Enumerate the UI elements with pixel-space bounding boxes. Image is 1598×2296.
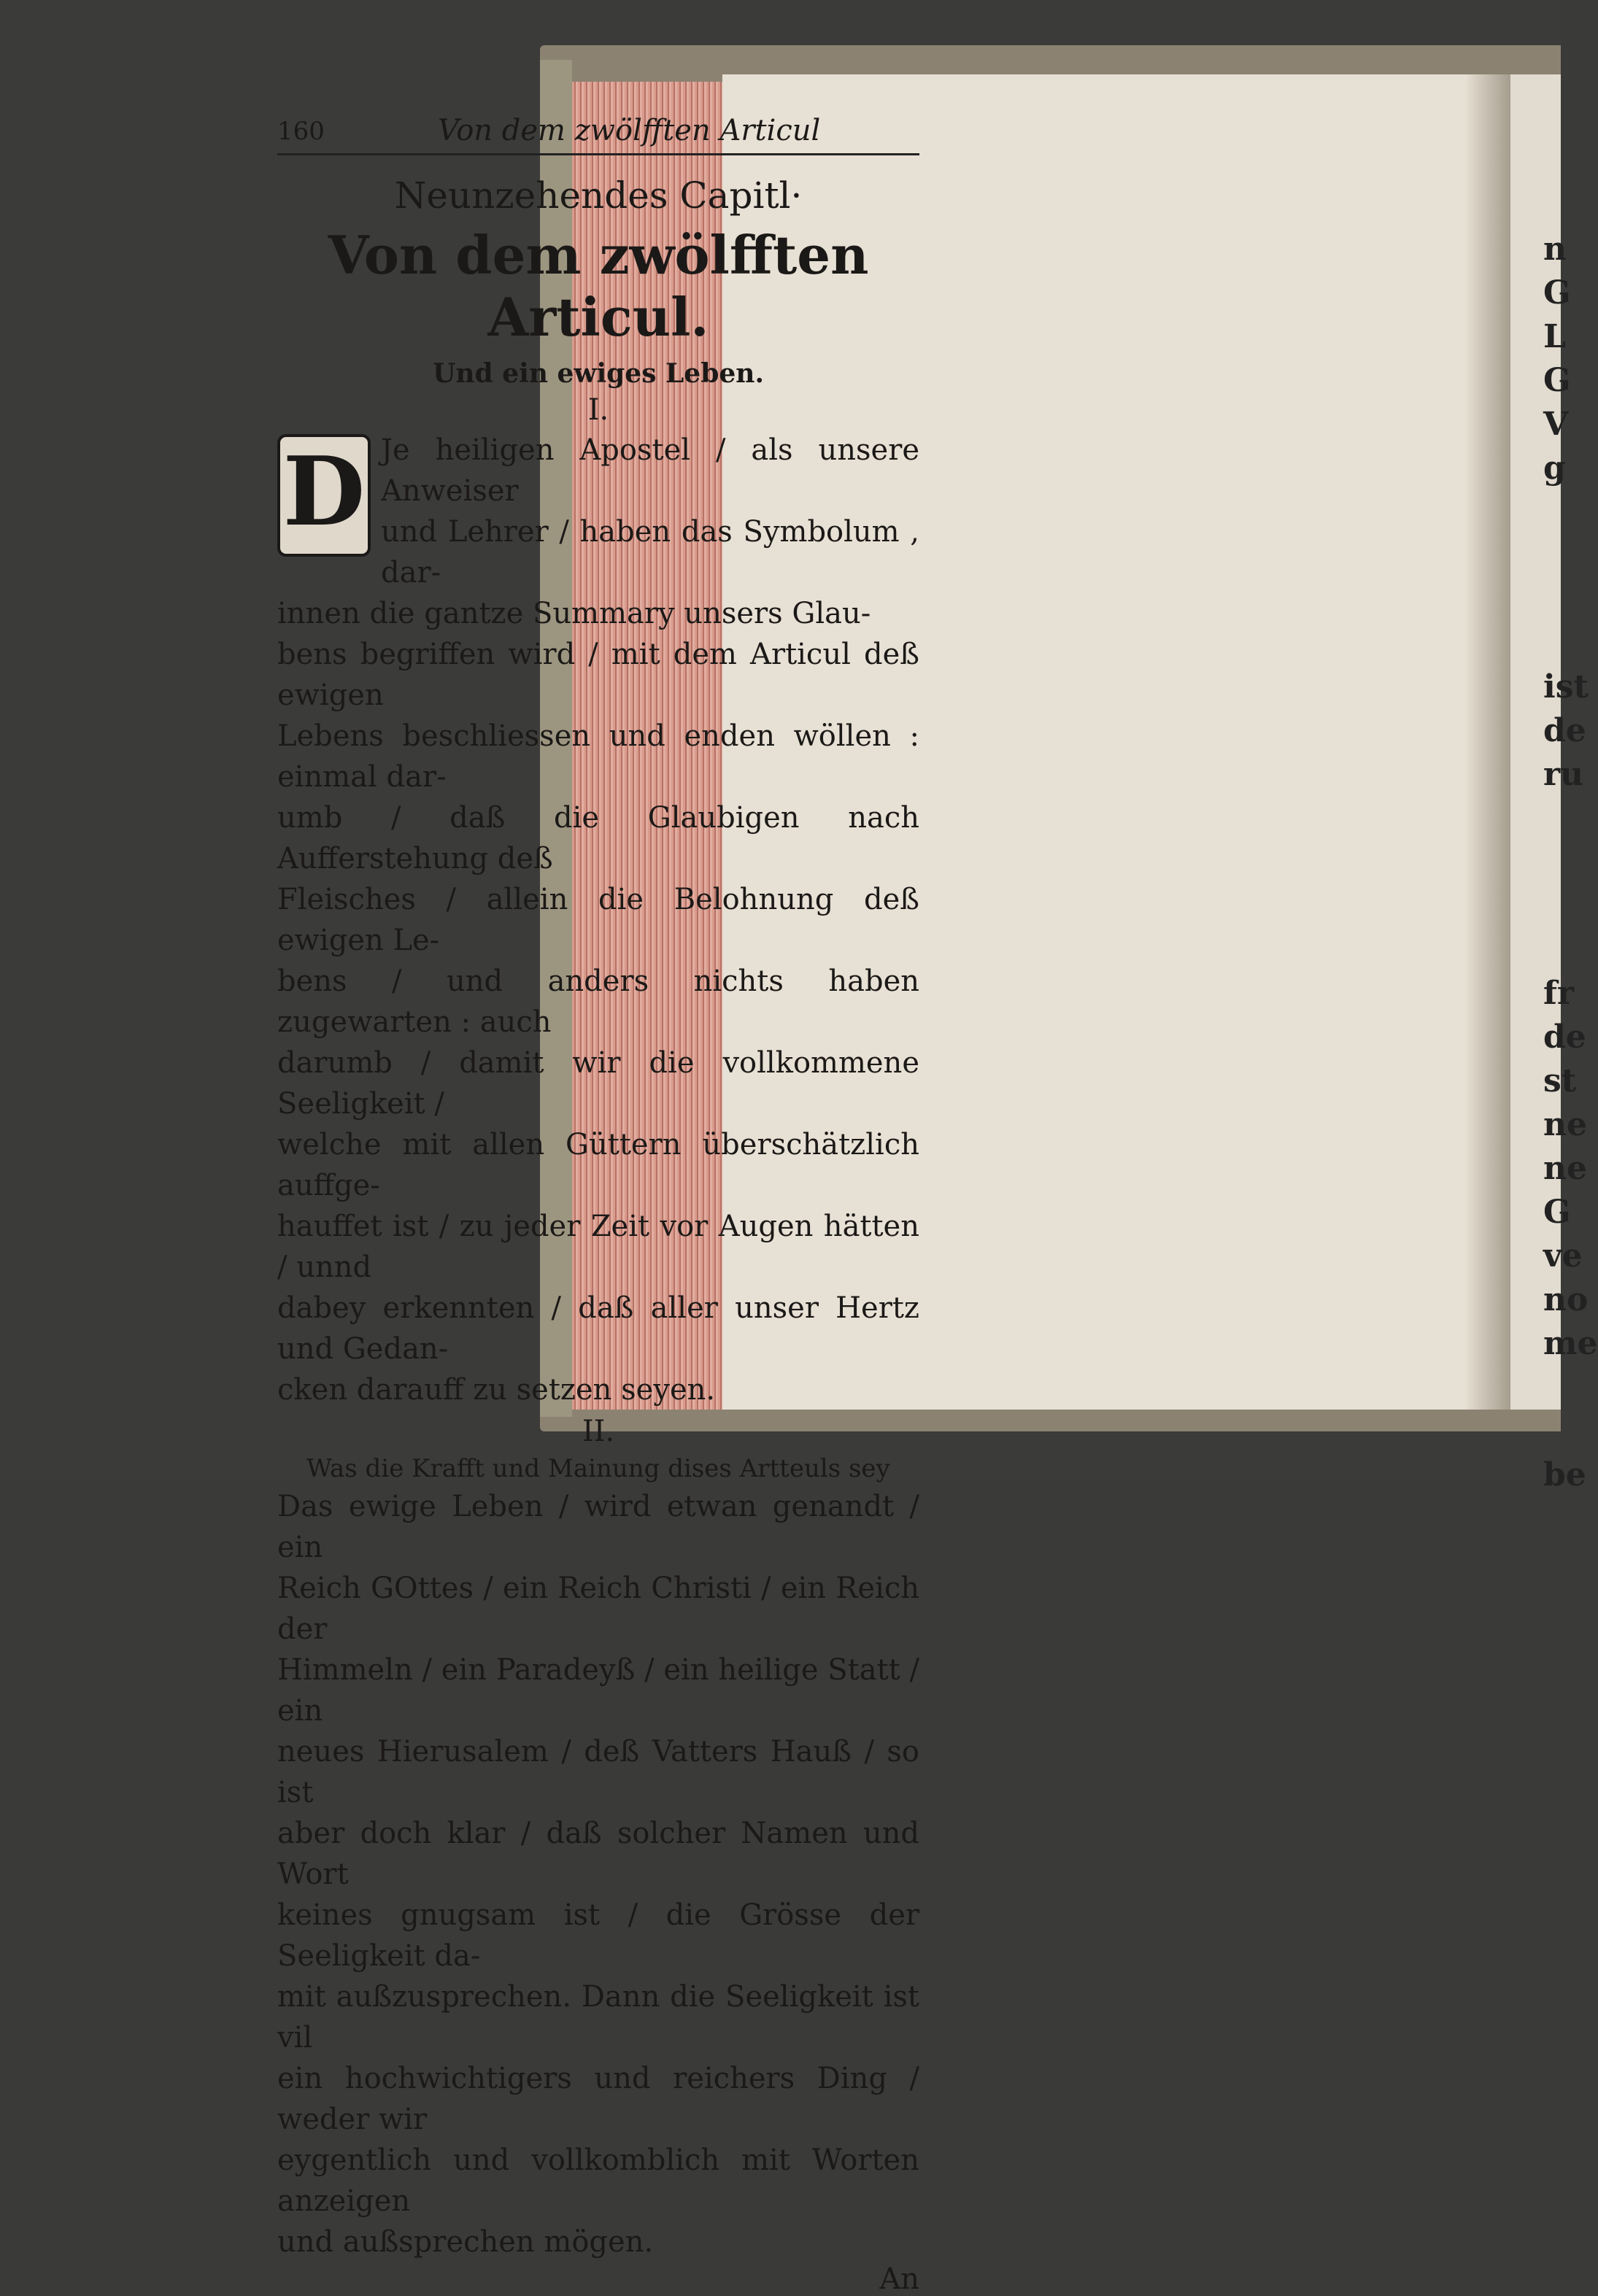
paragraph-line: umb / daß die Glaubigen nach Aufferstehung deß	[277, 801, 919, 876]
paragraph-line: Lebens beschliessen und enden wöllen : einmal dar-	[277, 719, 919, 794]
facing-fragment: G	[1543, 362, 1571, 399]
facing-fragment	[1543, 1366, 1561, 1410]
paragraph-line: dabey erkennten / daß aller unser Hertz und Gedan-	[277, 1291, 919, 1366]
paragraph-line: innen die gantze Summary unsers Glau-	[277, 597, 871, 630]
facing-page-fragments	[1543, 228, 1598, 1497]
facing-fragment: de	[1543, 712, 1586, 749]
section-numeral-2: II.	[582, 1415, 615, 1448]
paragraph-line: bens begriffen wird / mit dem Articul deß ewigen	[277, 638, 919, 712]
facing-fragment: no	[1543, 1281, 1589, 1318]
facing-fragment: n	[1543, 231, 1567, 268]
paragraph-1	[277, 430, 919, 1410]
page-number: 160	[277, 117, 325, 146]
paragraph-line: hauffet ist / zu jeder Zeit vor Augen hätten / unnd	[277, 1210, 919, 1284]
facing-fragment: G	[1543, 274, 1571, 312]
facing-fragment: ru	[1543, 756, 1584, 793]
paragraph-line: darumb / damit wir die vollkommene Seeligkeit /	[277, 1046, 919, 1121]
facing-fragment	[1543, 928, 1561, 972]
article-title: Von dem zwölfften Articul.	[328, 224, 869, 348]
paragraph-line: cken darauff zu setzen seyen.	[277, 1373, 716, 1407]
paragraph-line: ein hochwichtigers und reichers Ding / weder wir	[277, 2062, 919, 2136]
paragraph-2	[277, 1486, 919, 2262]
creed-line: Und ein ewiges Leben.	[432, 358, 764, 389]
facing-fragment	[1543, 1410, 1561, 1453]
facing-fragment: ve	[1543, 1237, 1583, 1275]
facing-fragment: g	[1543, 449, 1566, 487]
paragraph-line: eygentlich und vollkomblich mit Worten anzeigen	[277, 2144, 919, 2218]
facing-fragment: L	[1543, 318, 1566, 355]
dropcap-initial: D	[277, 434, 371, 557]
paragraph-line: Fleisches / allein die Belohnung deß ewigen Le-	[277, 883, 919, 957]
paragraph-line: Das ewige Leben / wird etwan genandt / ein	[277, 1490, 919, 1564]
facing-fragment: V	[1543, 406, 1569, 443]
facing-fragment: fr	[1543, 975, 1575, 1012]
facing-fragment: ne	[1543, 1150, 1587, 1187]
facing-fragment: ne	[1543, 1106, 1587, 1143]
paragraph-line: aber doch klar / daß solcher Namen und Wort	[277, 1817, 919, 1891]
facing-fragment	[1543, 840, 1561, 884]
section-numeral-1: I.	[587, 393, 609, 427]
paragraph-line: Reich GOttes / ein Reich Christi / ein Reich der	[277, 1572, 919, 1646]
paragraph-line: bens / und anders nichts haben zugewarten : auch	[277, 965, 919, 1039]
paragraph-line: Je heiligen Apostel / als unsere Anweiser	[381, 433, 919, 508]
facing-fragment	[1543, 578, 1561, 622]
paragraph-line: und Lehrer / haben das Symbolum , dar-	[381, 515, 919, 590]
paragraph-line: Himmeln / ein Paradeyß / ein heilige Statt / ein	[277, 1653, 919, 1728]
paragraph-line: keines gnugsam ist / die Grösse der Seeligkeit da-	[277, 1898, 919, 1973]
paragraph-line: mit außzusprechen. Dann die Seeligkeit ist vil	[277, 1980, 919, 2055]
catchword: An	[879, 2262, 919, 2296]
running-head: Von dem zwölfften Articul	[438, 114, 821, 147]
paragraph-line: neues Hierusalem / deß Vatters Hauß / so ist	[277, 1735, 919, 1809]
facing-fragment: ist	[1543, 668, 1589, 706]
chapter-title: Neunzehendes Capitl·	[394, 174, 803, 217]
paragraph-line: welche mit allen Güttern überschätzlich auffge-	[277, 1128, 919, 1202]
facing-fragment: be	[1543, 1456, 1586, 1493]
facing-fragment	[1543, 884, 1561, 928]
facing-fragment: de	[1543, 1018, 1586, 1056]
facing-fragment: G	[1543, 1194, 1571, 1231]
facing-fragment	[1543, 622, 1561, 665]
facing-fragment	[1543, 490, 1561, 534]
facing-fragment: st	[1543, 1062, 1577, 1099]
facing-fragment	[1543, 797, 1561, 840]
section-subheading: Was die Krafft und Mainung dises Artteuls sey	[306, 1454, 890, 1483]
page-header	[277, 109, 919, 155]
facing-fragment: me	[1543, 1325, 1598, 1362]
paragraph-line: und außsprechen mögen.	[277, 2225, 654, 2259]
gutter	[1467, 74, 1510, 1410]
facing-fragment	[1543, 534, 1561, 578]
page-text	[277, 109, 919, 2296]
